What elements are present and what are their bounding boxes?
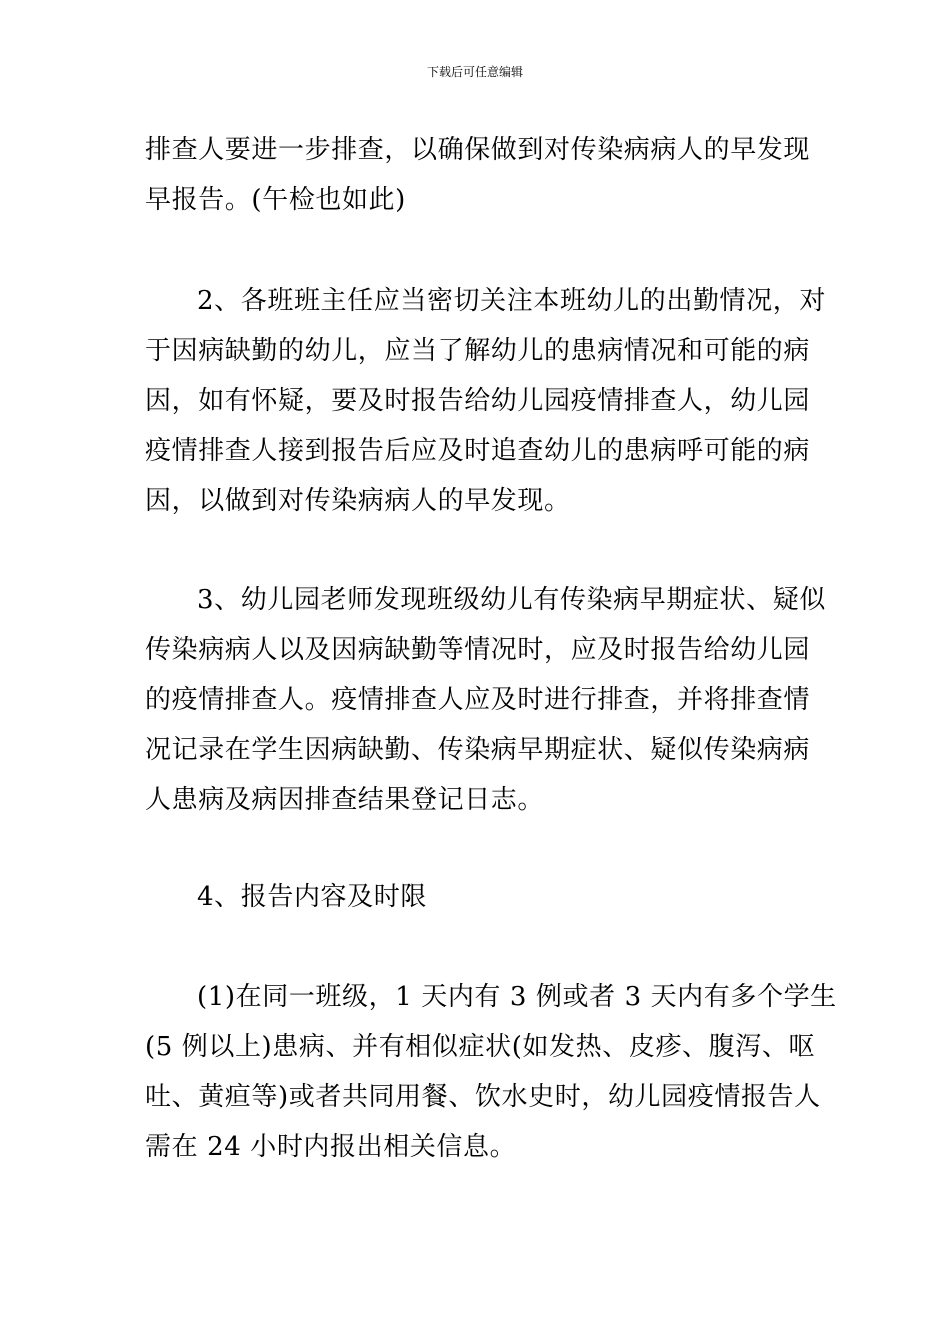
text-line: (1)在同一班级，1 天内有 3 例或者 3 天内有多个学生 [197,982,837,1012]
paragraph-5 [145,972,837,1172]
text-line: 于因病缺勤的幼儿，应当了解幼儿的患病情况和可能的病 [145,336,811,366]
text-line: 排查人要进一步排查，以确保做到对传染病病人的早发现 [145,135,811,165]
text-line: 因，以做到对传染病病人的早发现。 [145,486,571,516]
text-line: 况记录在学生因病缺勤、传染病早期症状、疑似传染病病 [145,735,811,765]
paragraph-1 [145,125,810,225]
text-line: 吐、黄疸等)或者共同用餐、饮水史时，幼儿园疫情报告人 [145,1082,821,1112]
paragraph-2 [145,276,826,526]
paragraph-3 [145,575,826,825]
text-line: 3、幼儿园老师发现班级幼儿有传染病早期症状、疑似 [197,585,826,615]
page-header: 下载后可任意编辑 [426,65,523,79]
text-line: 的疫情排查人。疫情排查人应及时进行排查，并将排查情 [145,685,811,715]
text-line: 2、各班班主任应当密切关注本班幼儿的出勤情况，对 [197,286,826,316]
text-line: 需在 24 小时内报出相关信息。 [145,1132,517,1162]
text-line: 4、报告内容及时限 [197,882,427,912]
text-line: 人患病及病因排查结果登记日志。 [145,785,545,815]
text-line: 疫情排查人接到报告后应及时追查幼儿的患病呼可能的病 [145,436,811,466]
text-line: 传染病病人以及因病缺勤等情况时，应及时报告给幼儿园 [145,635,811,665]
text-line: 早报告。(午检也如此) [145,185,406,215]
text-line: 因，如有怀疑，要及时报告给幼儿园疫情排查人，幼儿园 [145,386,811,416]
text-line: (5 例以上)患病、并有相似症状(如发热、皮疹、腹泻、呕 [145,1032,816,1062]
section-heading [145,872,810,922]
